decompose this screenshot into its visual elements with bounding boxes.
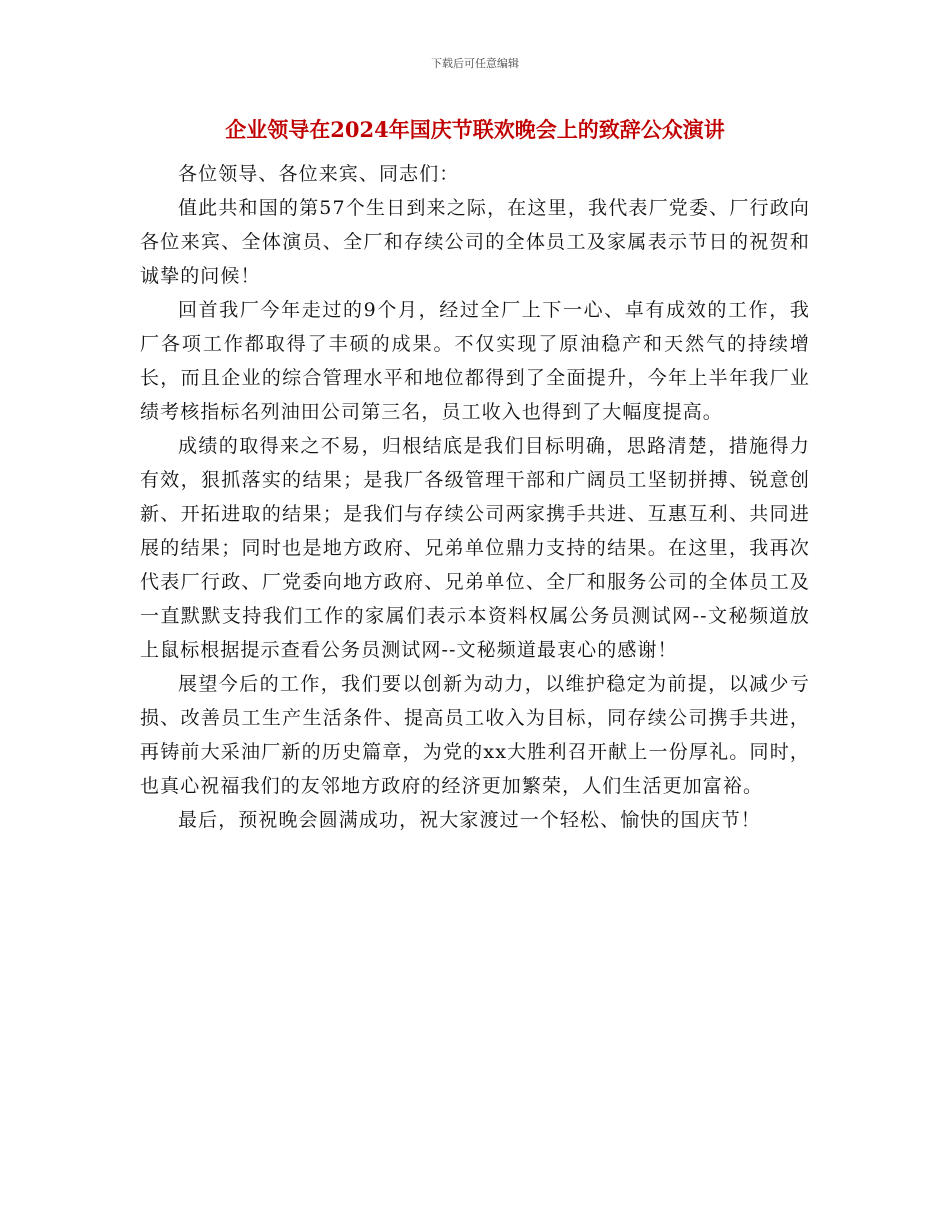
header-note: 下载后可任意编辑 [431,57,519,70]
paragraph-review: 回首我厂今年走过的9个月，经过全厂上下一心、卓有成效的工作，我厂各项工作都取得了丰硕的成果。不仅实现了原油稳产和天然气的持续增长，而且企业的综合管理水平和地位都得到了全面提升，今年上半年我厂业绩考核指标名列油田公司第三名，员工收入也得到了大幅度提高。 [140,299,810,423]
document-body [140,157,810,837]
paragraph-achievements: 成绩的取得来之不易，归根结底是我们目标明确，思路清楚，措施得力有效，狠抓落实的结果；是我厂各级管理干部和广阔员工坚韧拼搏、锐意创新、开拓进取的结果；是我们与存续公司两家携手共进、互惠互利、共同进展的结果；同时也是地方政府、兄弟单位鼎力支持的结果。在这里，我再次代表厂行政、厂党委向地方政府、兄弟单位、全厂和服务公司的全体员工及一直默默支持我们工作的家属们表示本资料权属公务员测试网--文秘频道放上鼠标根据提示查看公务员测试网--文秘频道最衷心的感谢！ [140,435,810,661]
document-title: 企业领导在2024年国庆节联欢晚会上的致辞公众演讲 [225,117,725,142]
paragraph-greeting: 值此共和国的第57个生日到来之际，在这里，我代表厂党委、厂行政向各位来宾、全体演员、全厂和存续公司的全体员工及家属表示节日的祝贺和诚挚的问候！ [140,197,810,287]
paragraph-closing: 最后，预祝晚会圆满成功，祝大家渡过一个轻松、愉快的国庆节！ [178,809,761,831]
paragraph-outlook: 展望今后的工作，我们要以创新为动力，以维护稳定为前提，以减少亏损、改善员工生产生活条件、提高员工收入为目标，同存续公司携手共进，再铸前大采油厂新的历史篇章，为党的xx大胜利召开献上一份厚礼。同时，也真心祝福我们的友邻地方政府的经济更加繁荣，人们生活更加富裕。 [140,673,810,797]
paragraph-salutation: 各位领导、各位来宾、同志们： [178,163,460,185]
